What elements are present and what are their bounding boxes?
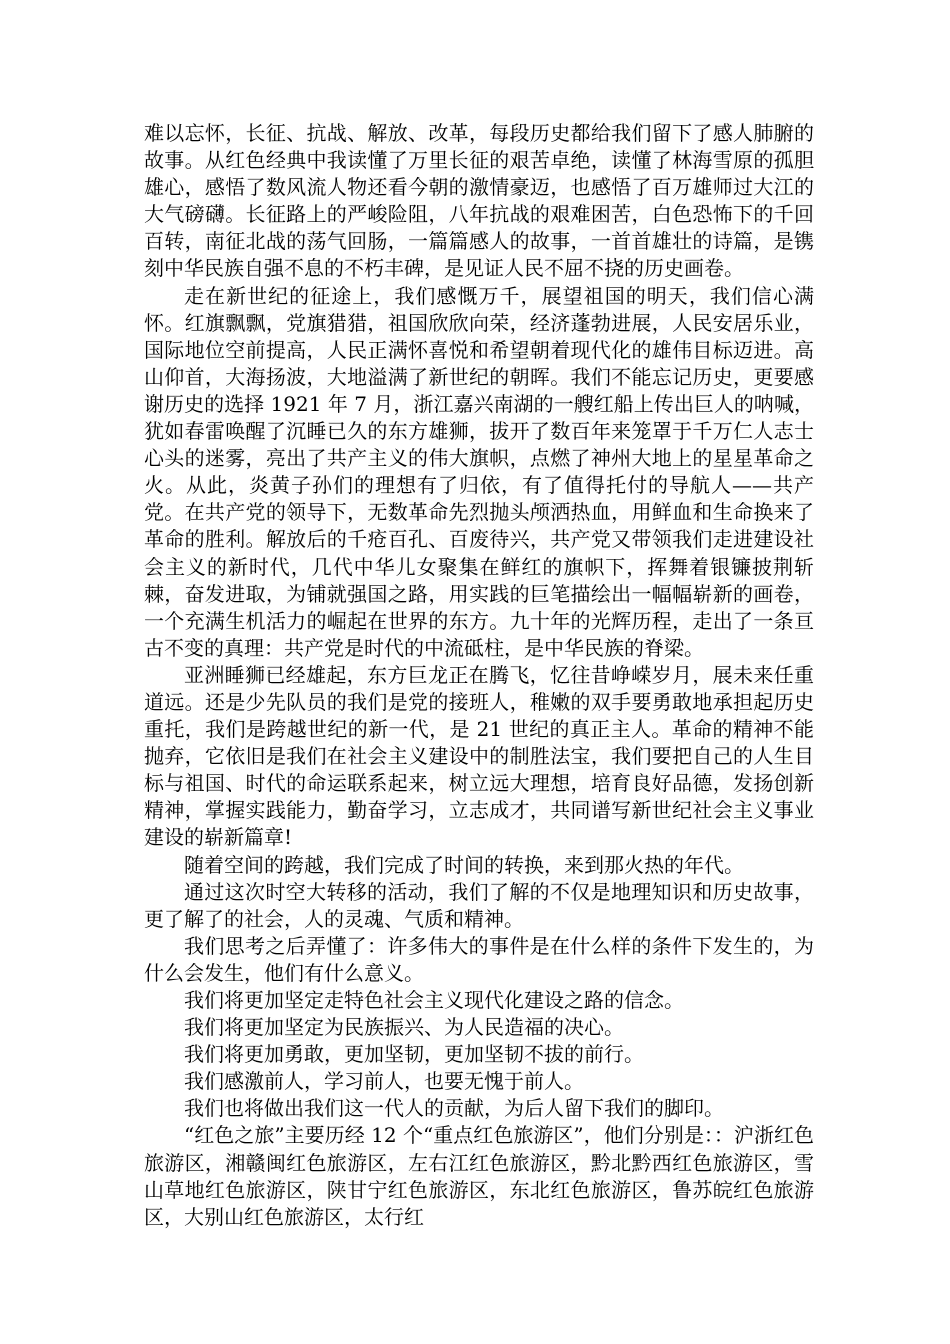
paragraph-3: 亚洲睡狮已经雄起，东方巨龙正在腾飞，忆往昔峥嵘岁月，展未来任重道远。还是少先队员的我们是党的接班人，稚嫩的双手要勇敢地承担起历史重托，我们是跨越世纪的新一代，是 21 世纪的真正主人。革命的精神不能抛弃，它依旧是我们在社会主义建设中的制胜法宝，我们要把自己的人生目标与祖国、时代的命运联系起来，树立远大理想，培育良好品德，发扬创新精神，掌握实践能力，勤奋学习，立志成才，共同谱写新世纪社会主义事业建设的崭新篇章! <box>144 662 814 850</box>
paragraph-8: 我们将更加坚定为民族振兴、为人民造福的决心。 <box>184 1015 624 1040</box>
paragraph-11: 我们也将做出我们这一代人的贡献，为后人留下我们的脚印。 <box>184 1096 724 1121</box>
paragraph-10: 我们感激前人，学习前人，也要无愧于前人。 <box>184 1069 584 1094</box>
paragraph-1: 难以忘怀，长征、抗战、解放、改革，每段历史都给我们留下了感人肺腑的故事。从红色经典中我读懂了万里长征的艰苦卓绝，读懂了林海雪原的孤胆雄心，感悟了数风流人物还看今朝的激情豪迈，也感悟了百万雄师过大江的大气磅礴。长征路上的严峻险阻，八年抗战的艰难困苦，白色恐怖下的千回百转，南征北战的荡气回肠，一篇篇感人的故事，一首首雄壮的诗篇，是镌刻中华民族自强不息的不朽丰碑，是见证人民不屈不挠的历史画卷。 <box>144 121 814 281</box>
paragraph-9: 我们将更加勇敢，更加坚韧，更加坚韧不拔的前行。 <box>184 1042 644 1067</box>
paragraph-5: 通过这次时空大转移的活动，我们了解的不仅是地理知识和历史故事，更了解了的社会，人的灵魂、气质和精神。 <box>144 879 814 931</box>
paragraph-2: 走在新世纪的征途上，我们感慨万千，展望祖国的明天，我们信心满怀。红旗飘飘，党旗猎猎，祖国欣欣向荣，经济蓬勃进展，人民安居乐业，国际地位空前提高，人民正满怀喜悦和希望朝着现代化的雄伟目标迈进。高山仰首，大海扬波，大地溢满了新世纪的朝晖。我们不能忘记历史，更要感谢历史的选择 1921 年 7 月，浙江嘉兴南湖的一艘红船上传出巨人的呐喊，犹如春雷唤醒了沉睡已久的东方雄狮，拔开了数百年来笼罩于千万仁人志士心头的迷雾，亮出了共产主义的伟大旗帜，点燃了神州大地上的星星革命之火。从此，炎黄子孙们的理想有了归依，有了值得托付的导航人——共产党。在共产党的领导下，无数革命先烈抛头颅洒热血，用鲜血和生命换来了革命的胜利。解放后的千疮百孔、百废待兴，共产党又带领我们走进建设社会主义的新时代，几代中华儿女聚集在鲜红的旗帜下，挥舞着银镰披荆斩棘，奋发进取，为铺就强国之路，用实践的巨笔描绘出一幅幅崭新的画卷，一个充满生机活力的崛起在世界的东方。九十年的光辉历程，走出了一条亘古不变的真理：共产党是时代的中流砥柱，是中华民族的脊梁。 <box>144 283 814 660</box>
paragraph-4: 随着空间的跨越，我们完成了时间的转换，来到那火热的年代。 <box>184 852 744 877</box>
paragraph-12: “红色之旅”主要历经 12 个“重点红色旅游区”，他们分别是：：沪浙红色旅游区，湘赣闽红色旅游区，左右江红色旅游区，黔北黔西红色旅游区，雪山草地红色旅游区，陕甘宁红色旅游区，东北红色旅游区，鲁苏皖红色旅游区，大别山红色旅游区，太行红 <box>144 1123 814 1229</box>
document-body <box>144 120 814 1231</box>
paragraph-6: 我们思考之后弄懂了：许多伟大的事件是在什么样的条件下发生的，为什么会发生，他们有什么意义。 <box>144 933 814 985</box>
paragraph-7: 我们将更加坚定走特色社会主义现代化建设之路的信念。 <box>184 988 684 1012</box>
